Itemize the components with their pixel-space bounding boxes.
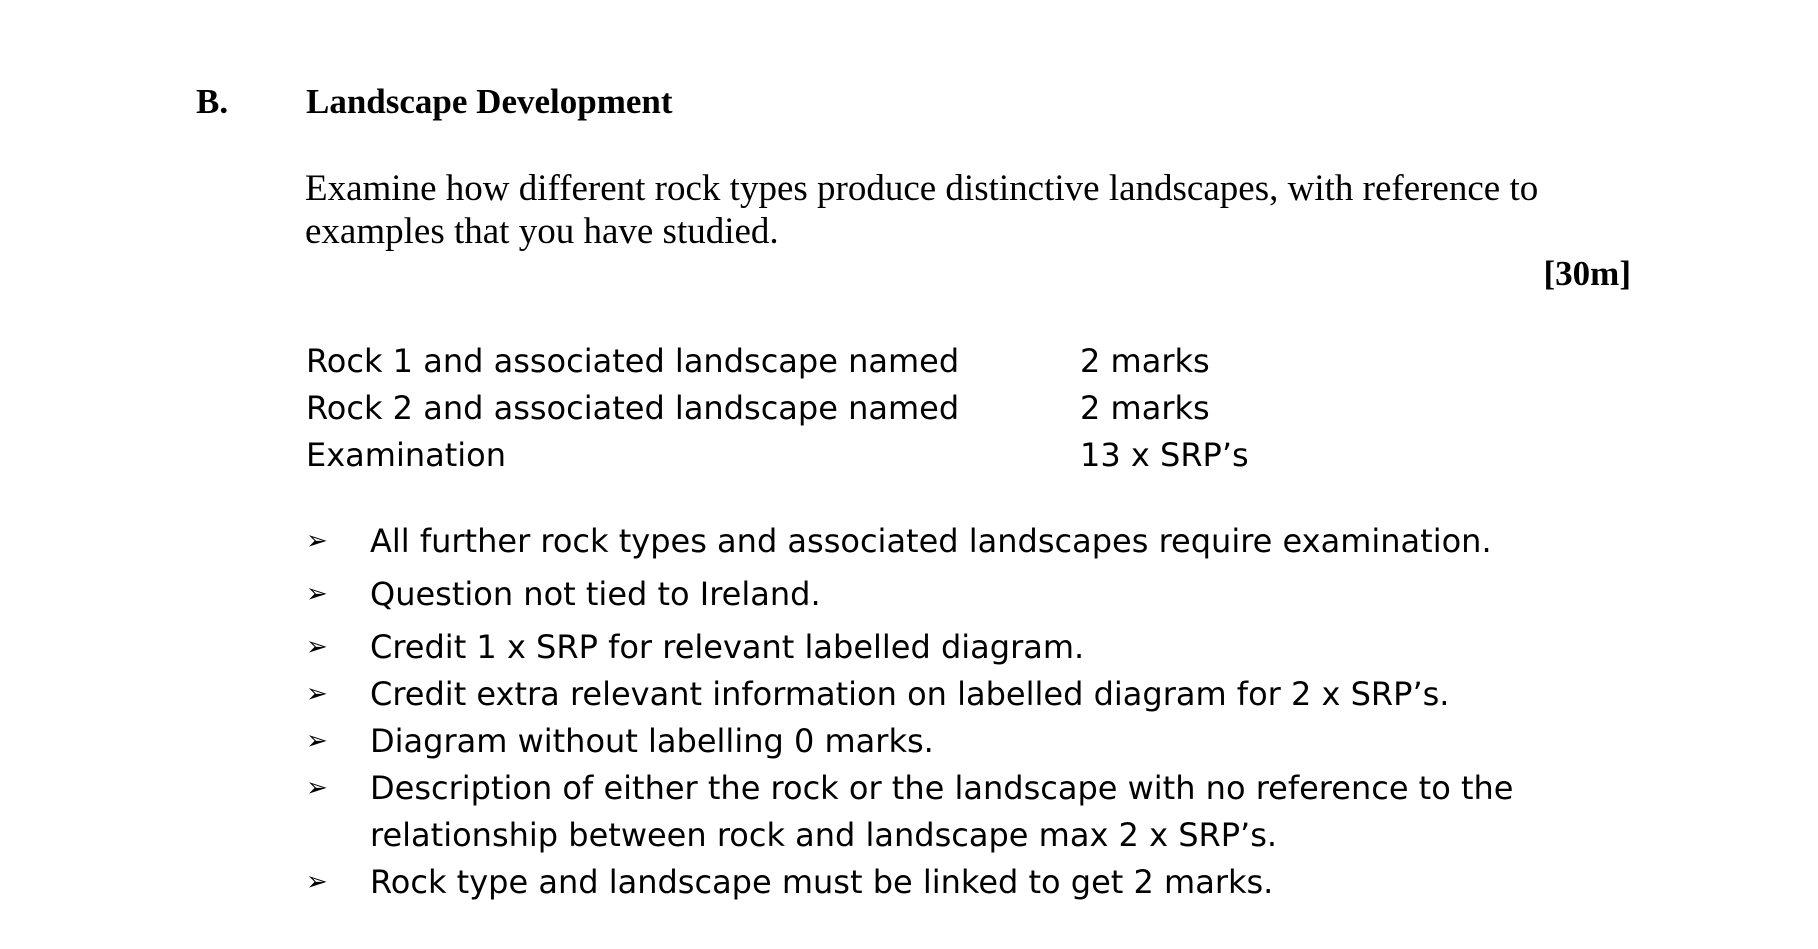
note-text: Diagram without labelling 0 marks.	[370, 722, 934, 760]
scheme-row	[306, 432, 1306, 479]
arrow-bullet-icon: ➢	[306, 579, 328, 609]
note-text: Credit extra relevant information on labelled diagram for 2 x SRP’s.	[370, 675, 1450, 713]
arrow-bullet-icon: ➢	[306, 679, 328, 709]
note-text: Question not tied to Ireland.	[370, 575, 821, 613]
question-marks: [30m]	[1543, 254, 1631, 293]
section-title: Landscape Development	[306, 82, 673, 121]
section-letter: B.	[196, 82, 229, 121]
scheme-mark: 13 x SRP’s	[1080, 436, 1249, 474]
scheme-row	[306, 338, 1306, 385]
scheme-row	[306, 385, 1306, 432]
scheme-mark: 2 marks	[1080, 389, 1210, 427]
scheme-item: Rock 2 and associated landscape named	[306, 389, 960, 427]
arrow-bullet-icon: ➢	[306, 773, 328, 803]
marking-notes	[306, 518, 1606, 906]
scheme-item: Examination	[306, 436, 507, 474]
note-item	[306, 671, 1606, 718]
arrow-bullet-icon: ➢	[306, 726, 328, 756]
note-text: Rock type and landscape must be linked to get 2 marks.	[370, 863, 1274, 901]
arrow-bullet-icon: ➢	[306, 632, 328, 662]
scheme-mark: 2 marks	[1080, 342, 1210, 380]
question-text: Examine how different rock types produce distinctive landscapes, with reference to examples that you have studied.	[305, 168, 1539, 252]
note-item	[306, 765, 1606, 859]
note-text: Credit 1 x SRP for relevant labelled diagram.	[370, 628, 1085, 666]
scheme-item: Rock 1 and associated landscape named	[306, 342, 960, 380]
arrow-bullet-icon: ➢	[306, 526, 328, 556]
note-item	[306, 624, 1606, 671]
note-item	[306, 518, 1606, 565]
arrow-bullet-icon: ➢	[306, 867, 328, 897]
note-text: All further rock types and associated landscapes require examination.	[370, 522, 1492, 560]
note-text: Description of either the rock or the landscape with no reference to the relationship between rock and landscape max 2 x SRP’s.	[370, 769, 1514, 854]
marking-scheme	[306, 338, 1306, 479]
note-item	[306, 571, 1606, 618]
note-item	[306, 718, 1606, 765]
note-item	[306, 859, 1606, 906]
